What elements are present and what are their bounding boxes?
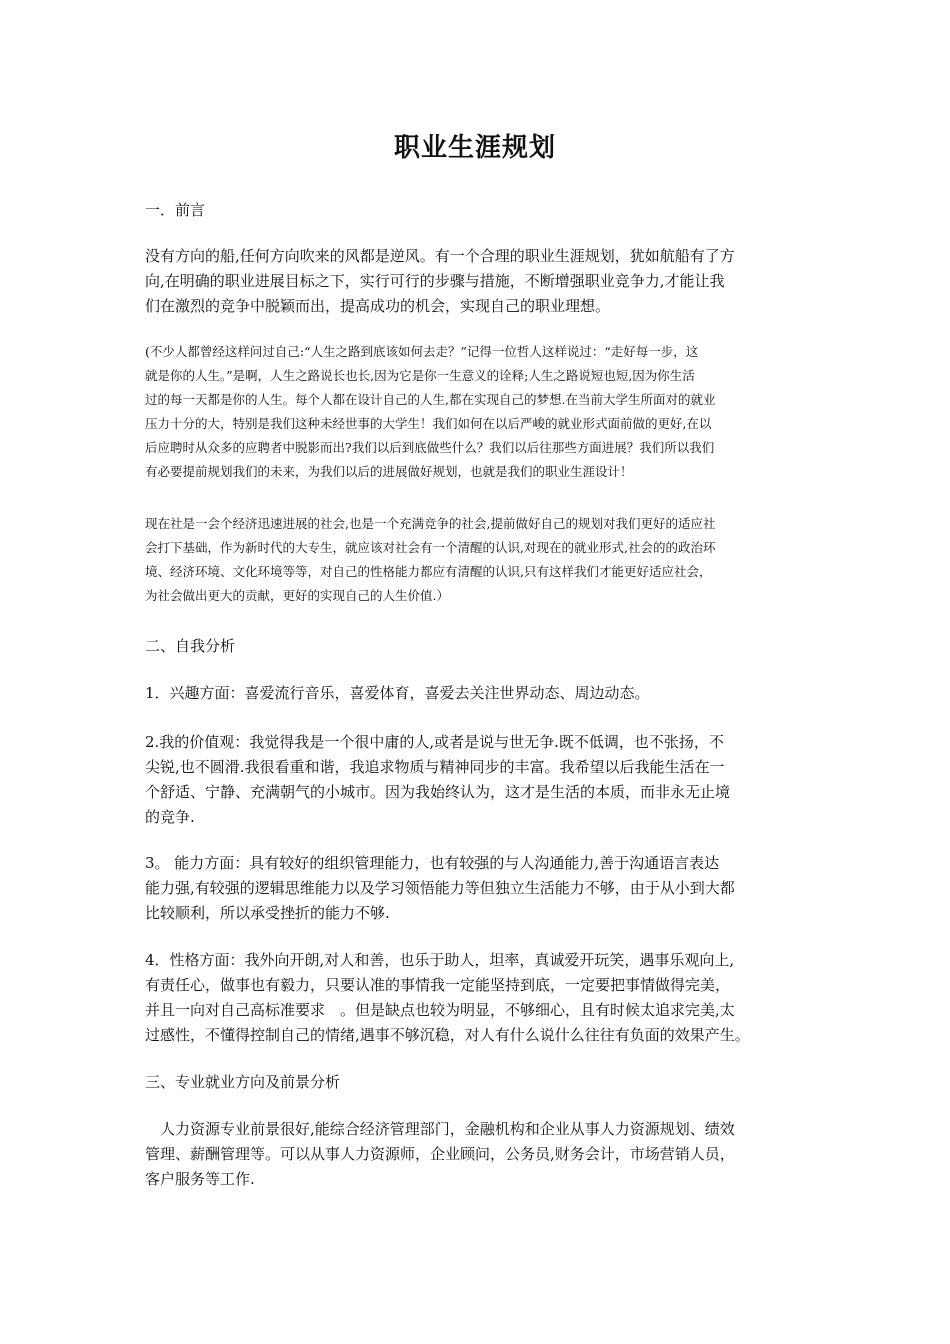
text-line: 过感性，不懂得控制自己的情绪,遇事不够沉稳，对人有什么说什么往往有负面的效果产生。 xyxy=(145,1026,750,1044)
text-line: 有必要提前规划我们的未来，为我们以后的进展做好规划，也就是我们的职业生涯设计！ xyxy=(145,464,633,479)
text-line: (不少人都曾经这样问过自己:“人生之路到底该如何去走？”记得一位哲人这样说过：“走好每一步，这 xyxy=(145,344,699,359)
text-line: 管理、薪酬管理等。可以从事人力资源师，企业顾问，公务员,财务会计，市场营销人员， xyxy=(145,1145,735,1163)
text-line: 有责任心，做事也有毅力，只要认准的事情我一定能坚持到底，一定要把事情做得完美， xyxy=(145,976,731,994)
preface-paragraph xyxy=(145,244,810,319)
self-analysis-item-3 xyxy=(145,851,810,926)
text-line: 客户服务等工作. xyxy=(145,1170,255,1188)
text-line: 并且一向对自己高标准要求 。但是缺点也较为明显，不够细心，且有时候太追求完美,太 xyxy=(145,1001,735,1019)
text-line: 压力十分的大，特别是我们这种未经世事的大学生！我们如何在以后严峻的就业形式面前做的更好,在以 xyxy=(145,416,712,431)
text-line: 比较顺利，所以承受挫折的能力不够. xyxy=(145,904,390,922)
text-line: 境、经济环境、文化环境等等，对自己的性格能力都应有清醒的认识,只有这样我们才能更好适应社会， xyxy=(145,564,712,579)
preface-note-1 xyxy=(145,340,810,484)
document-title: 职业生涯规划 xyxy=(393,133,556,163)
text-line: 会打下基础，作为新时代的大专生，就应该对社会有一个清醒的认识,对现在的就业形式,社会的的政治环 xyxy=(145,540,716,555)
career-paragraph xyxy=(145,1117,810,1192)
text-line: 3。 能力方面：具有较好的组织管理能力，也有较强的与人沟通能力,善于沟通语言表达 xyxy=(145,854,720,872)
text-line: 向,在明确的职业进展目标之下，实行可行的步骤与措施，不断增强职业竞争力,才能让我 xyxy=(145,272,725,290)
section-heading-preface: 一．前言 xyxy=(145,201,206,219)
text-line: 1．兴趣方面：喜爱流行音乐，喜爱体育，喜爱去关注世界动态、周边动态。 xyxy=(145,684,650,702)
section-heading-self-analysis: 二、自我分析 xyxy=(145,637,236,655)
self-analysis-item-2 xyxy=(145,730,810,830)
preface-note-2 xyxy=(145,512,810,608)
text-line: 尖锐,也不圆滑.我很看重和谐，我追求物质与精神同步的丰富。我希望以后我能生活在一 xyxy=(145,758,725,776)
text-line: 现在社是一会个经济迅速进展的社会,也是一个充满竞争的社会,提前做好自己的规划对我们更好的适应社 xyxy=(145,516,716,531)
text-line: 们在激烈的竞争中脱颖而出，提高成功的机会，实现自己的职业理想。 xyxy=(145,297,611,315)
self-analysis-item-1 xyxy=(145,681,810,706)
text-line: 为社会做出更大的贡献，更好的实现自己的人生价值.） xyxy=(145,588,449,603)
text-line: 人力资源专业前景很好,能综合经济管理部门，金融机构和企业从事人力资源规划、绩效 xyxy=(145,1120,735,1138)
self-analysis-item-4 xyxy=(145,948,810,1048)
text-line: 4．性格方面：我外向开朗,对人和善，也乐于助人，坦率，真诚爱开玩笑，遇事乐观向上, xyxy=(145,951,735,969)
text-line: 后应聘时从众多的应聘者中脱影而出?我们以后到底做些什么？我们以后往那些方面进展？我们所以我们 xyxy=(145,440,715,455)
text-line: 没有方向的船,任何方向吹来的风都是逆风。有一个合理的职业生涯规划，犹如航船有了方 xyxy=(145,247,735,265)
text-line: 能力强,有较强的逻辑思维能力以及学习领悟能力等但独立生活能力不够，由于从小到大都 xyxy=(145,879,735,897)
text-line: 过的每一天都是你的人生。每个人都在设计自己的人生,都在实现自己的梦想.在当前大学生所面对的就业 xyxy=(145,392,716,407)
text-line: 就是你的人生。”是啊，人生之路说长也长,因为它是你一生意义的诠释;人生之路说短也短,因为你生活 xyxy=(145,368,695,383)
text-line: 个舒适、宁静、充满朝气的小城市。因为我始终认为，这才是生活的本质，而非永无止境 xyxy=(145,783,731,801)
text-line: 的竞争. xyxy=(145,808,195,826)
text-line: 2.我的价值观：我觉得我是一个很中庸的人,或者是说与世无争.既不低调，也不张扬，不 xyxy=(145,733,724,751)
section-heading-career: 三、专业就业方向及前景分析 xyxy=(145,1073,341,1091)
